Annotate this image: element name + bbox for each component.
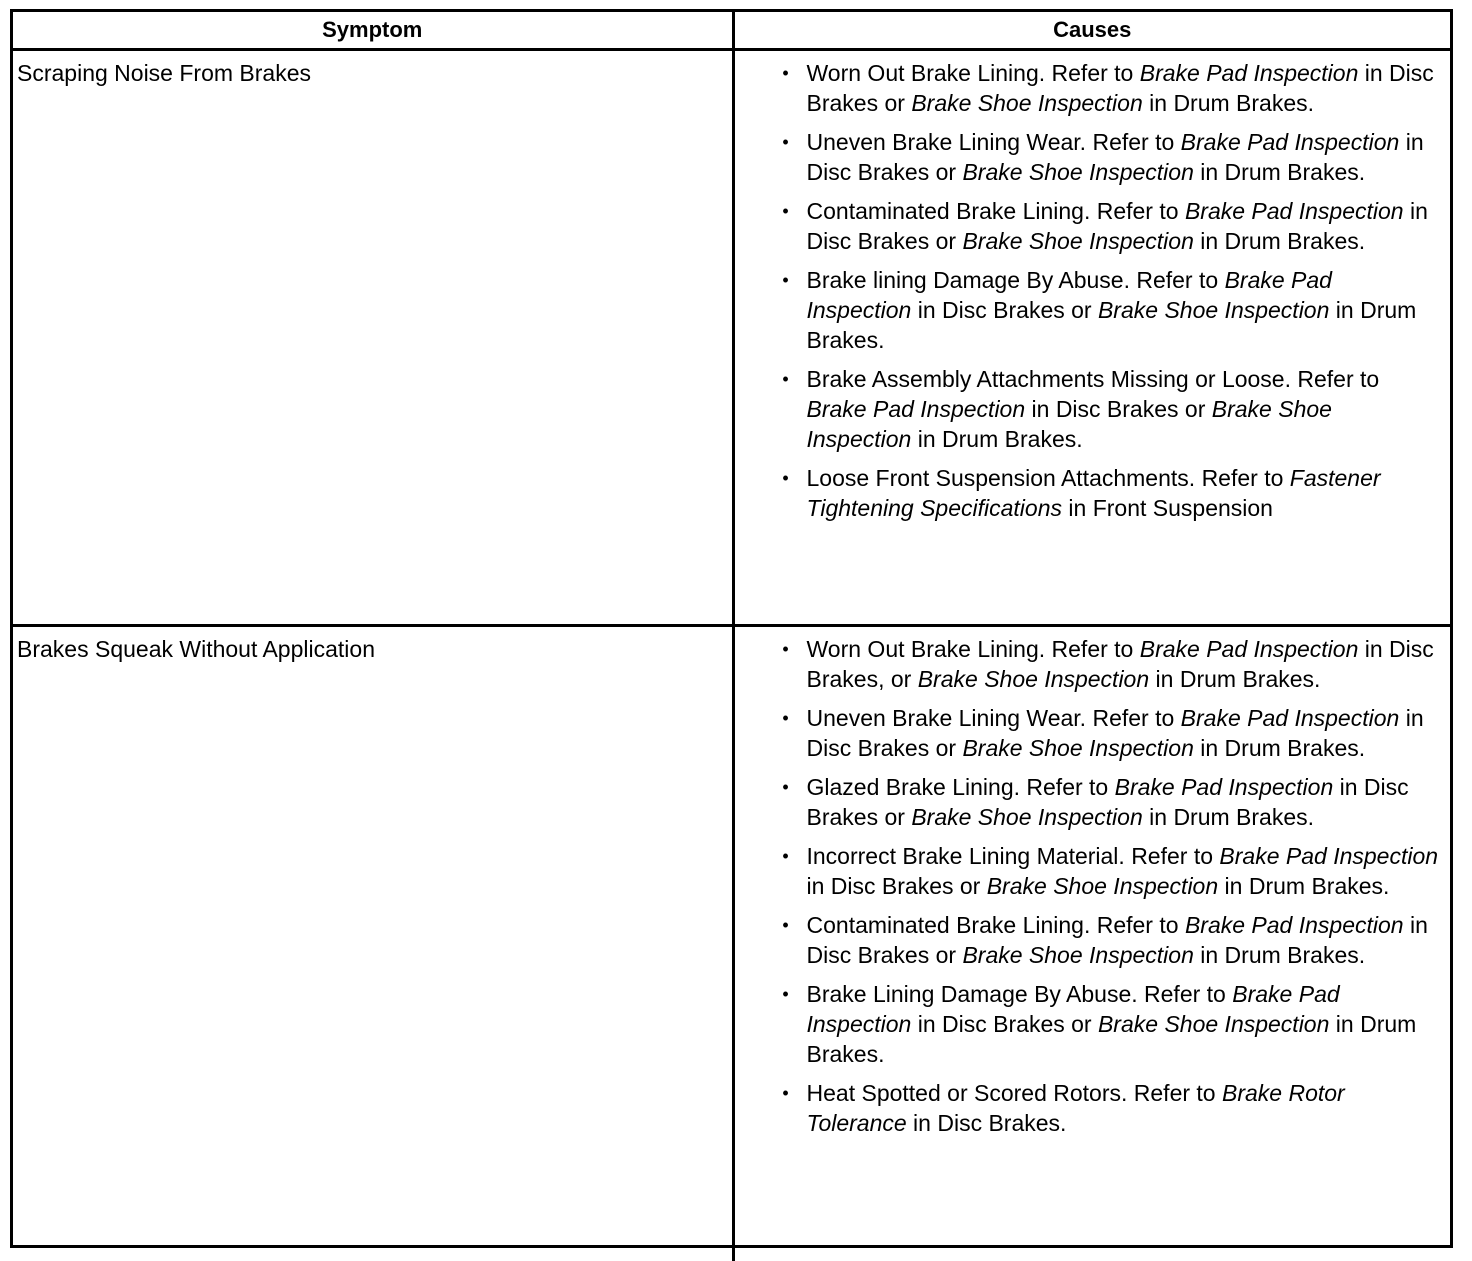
reference-link-text: Brake Pad Inspection xyxy=(1140,636,1359,662)
reference-link-text: Brake Pad Inspection xyxy=(1185,912,1404,938)
cause-text: Glazed Brake Lining. Refer to xyxy=(807,774,1115,800)
symptom-causes-table xyxy=(10,9,1453,1248)
cause-text: in Drum Brakes. xyxy=(1149,666,1320,692)
reference-link-text: Brake Pad Inspection xyxy=(1181,129,1400,155)
bullet-icon: • xyxy=(779,1078,793,1108)
cause-text: Loose Front Suspension Attachments. Refer to xyxy=(807,465,1290,491)
cause-text: Worn Out Brake Lining. Refer to xyxy=(807,636,1140,662)
reference-link-text: Brake Shoe Inspection xyxy=(962,228,1193,254)
cause-text: in Disc Brakes or xyxy=(911,297,1098,323)
list-item xyxy=(779,463,1441,523)
cause-text: in Drum Brakes. xyxy=(1194,735,1365,761)
cause-text: in Disc Brakes or xyxy=(911,1011,1098,1037)
cause-text: in Disc Brakes or xyxy=(1025,396,1212,422)
cause-text: Contaminated Brake Lining. Refer to xyxy=(807,198,1185,224)
causes-list xyxy=(779,58,1441,523)
cause-text: Contaminated Brake Lining. Refer to xyxy=(807,912,1185,938)
list-item xyxy=(779,703,1441,763)
reference-link-text: Brake Pad Inspection xyxy=(1140,60,1359,86)
cause-text: in Front Suspension xyxy=(1062,495,1273,521)
list-item xyxy=(779,910,1441,970)
cause-text: in Drum Brakes. xyxy=(1143,804,1314,830)
cause-text: Brake Assembly Attachments Missing or Loose. Refer to xyxy=(807,366,1380,392)
list-item xyxy=(779,979,1441,1069)
cause-text: in Drum Brakes. xyxy=(911,426,1082,452)
reference-link-text: Brake Pad Inspection xyxy=(1181,705,1400,731)
bullet-icon: • xyxy=(779,127,793,157)
cause-text: in Disc Brakes or xyxy=(807,705,1424,761)
header-row xyxy=(13,12,1450,50)
cause-text: in Drum Brakes. xyxy=(1143,90,1314,116)
table-row xyxy=(13,626,1450,1261)
bullet-icon: • xyxy=(779,703,793,733)
bullet-icon: • xyxy=(779,979,793,1009)
list-item xyxy=(779,1078,1441,1138)
cause-text: Incorrect Brake Lining Material. Refer to xyxy=(807,843,1220,869)
reference-link-text: Brake Pad Inspection xyxy=(1219,843,1438,869)
reference-link-text: Brake Shoe Inspection xyxy=(962,735,1193,761)
list-item xyxy=(779,634,1441,694)
table-row xyxy=(13,50,1450,626)
reference-link-text: Brake Pad Inspection xyxy=(1115,774,1334,800)
cause-text: in Drum Brakes. xyxy=(807,297,1417,353)
bullet-icon: • xyxy=(779,265,793,295)
list-item xyxy=(779,127,1441,187)
reference-link-text: Brake Shoe Inspection xyxy=(962,942,1193,968)
reference-link-text: Brake Shoe Inspection xyxy=(807,396,1332,452)
cause-text: in Disc Brakes or xyxy=(807,912,1428,968)
reference-link-text: Brake Shoe Inspection xyxy=(1098,297,1329,323)
bullet-icon: • xyxy=(779,58,793,88)
cause-text: in Disc Brakes or xyxy=(807,774,1409,830)
cause-text: in Drum Brakes. xyxy=(1194,942,1365,968)
cause-text: in Drum Brakes. xyxy=(1194,228,1365,254)
cause-text: in Disc Brakes or xyxy=(807,60,1434,116)
reference-link-text: Brake Shoe Inspection xyxy=(987,873,1218,899)
list-item xyxy=(779,364,1441,454)
bullet-icon: • xyxy=(779,772,793,802)
cause-text: in Drum Brakes. xyxy=(1194,159,1365,185)
symptom-cell: Brakes Squeak Without Application xyxy=(13,626,733,1261)
cause-text: in Drum Brakes. xyxy=(807,1011,1417,1067)
reference-link-text: Brake Pad Inspection xyxy=(807,981,1340,1037)
reference-link-text: Brake Rotor Tolerance xyxy=(807,1080,1345,1136)
list-item xyxy=(779,196,1441,256)
diagnosis-table xyxy=(13,12,1450,1261)
reference-link-text: Fastener Tightening Specifications xyxy=(807,465,1381,521)
reference-link-text: Brake Pad Inspection xyxy=(1185,198,1404,224)
reference-link-text: Brake Shoe Inspection xyxy=(911,804,1142,830)
list-item xyxy=(779,772,1441,832)
cause-text: in Disc Brakes or xyxy=(807,198,1428,254)
bullet-icon: • xyxy=(779,910,793,940)
reference-link-text: Brake Shoe Inspection xyxy=(918,666,1149,692)
bullet-icon: • xyxy=(779,841,793,871)
cause-text: in Disc Brakes. xyxy=(907,1110,1067,1136)
list-item xyxy=(779,265,1441,355)
symptom-cell: Scraping Noise From Brakes xyxy=(13,50,733,626)
cause-text: Brake Lining Damage By Abuse. Refer to xyxy=(807,981,1233,1007)
symptom-header: Symptom xyxy=(13,12,733,50)
reference-link-text: Brake Shoe Inspection xyxy=(962,159,1193,185)
bullet-icon: • xyxy=(779,364,793,394)
cause-text: in Drum Brakes. xyxy=(1218,873,1389,899)
bullet-icon: • xyxy=(779,634,793,664)
cause-text: Uneven Brake Lining Wear. Refer to xyxy=(807,705,1181,731)
cause-text: Uneven Brake Lining Wear. Refer to xyxy=(807,129,1181,155)
cause-text: in Disc Brakes, or xyxy=(807,636,1434,692)
cause-text: Heat Spotted or Scored Rotors. Refer to xyxy=(807,1080,1222,1106)
causes-cell xyxy=(733,50,1450,626)
reference-link-text: Brake Shoe Inspection xyxy=(1098,1011,1329,1037)
causes-list xyxy=(779,634,1441,1138)
cause-text: Brake lining Damage By Abuse. Refer to xyxy=(807,267,1225,293)
reference-link-text: Brake Pad Inspection xyxy=(807,396,1026,422)
list-item xyxy=(779,58,1441,118)
reference-link-text: Brake Pad Inspection xyxy=(807,267,1332,323)
bullet-icon: • xyxy=(779,463,793,493)
cause-text: in Disc Brakes or xyxy=(807,129,1424,185)
reference-link-text: Brake Shoe Inspection xyxy=(911,90,1142,116)
causes-cell xyxy=(733,626,1450,1261)
cause-text: in Disc Brakes or xyxy=(807,873,987,899)
list-item xyxy=(779,841,1441,901)
cause-text: Worn Out Brake Lining. Refer to xyxy=(807,60,1140,86)
bullet-icon: • xyxy=(779,196,793,226)
causes-header: Causes xyxy=(733,12,1450,50)
